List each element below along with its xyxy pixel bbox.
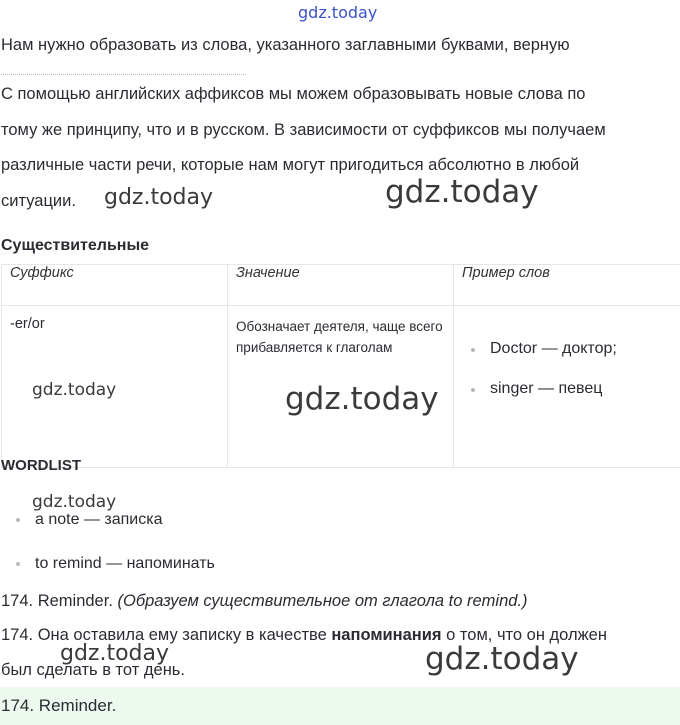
intro-line: Нам нужно образовать из слова, указанного заглавными буквами, верную bbox=[1, 36, 570, 54]
watermark: gdz.today bbox=[60, 641, 170, 666]
list-item: a note — записка bbox=[35, 510, 215, 554]
watermark: gdz.today bbox=[32, 492, 117, 512]
final-answer: 174. Reminder. bbox=[1, 696, 117, 715]
task-answer: 174. Reminder. bbox=[1, 592, 113, 610]
intro-line: ситуации. bbox=[1, 192, 76, 210]
final-answer-box bbox=[0, 687, 680, 725]
wordlist bbox=[35, 510, 215, 598]
task-answer-line bbox=[1, 591, 528, 611]
watermark: gdz.today bbox=[385, 174, 539, 210]
watermark: gdz.today bbox=[32, 380, 117, 400]
table-header-row bbox=[2, 265, 680, 306]
suffix-table bbox=[1, 264, 680, 468]
task-sentence bbox=[1, 625, 607, 645]
sentence-end: о том, что он должен bbox=[441, 626, 607, 644]
list-item: to remind — напоминать bbox=[35, 554, 215, 598]
table-cell-examples bbox=[454, 306, 680, 468]
watermark: gdz.today bbox=[425, 641, 579, 677]
table-cell-suffix: -er/or bbox=[2, 306, 228, 468]
list-item: Doctor — доктор; bbox=[490, 340, 672, 358]
task-sentence-line2: был сделать в тот день. bbox=[1, 661, 185, 679]
table-cell-meaning: Обозначает деятеля, чаще всего прибавляется к глаголам bbox=[228, 306, 454, 468]
task-hint: (Образуем существительное от глагола to remind.) bbox=[117, 592, 528, 610]
table-header-meaning: Значение bbox=[228, 265, 454, 306]
cut-off-line bbox=[1, 74, 246, 75]
sentence-bold-word: напоминания bbox=[331, 626, 442, 644]
intro-line: С помощью английских аффиксов мы можем образовывать новые слова по bbox=[1, 85, 586, 103]
sentence-start: 174. Она оставила ему записку в качестве bbox=[1, 626, 332, 644]
watermark-logo: gdz.today bbox=[298, 3, 378, 22]
list-item: singer — певец bbox=[490, 380, 672, 398]
intro-line: различные части речи, которые нам могут пригодиться абсолютно в любой bbox=[1, 156, 580, 174]
table-header-suffix: Суффикс bbox=[2, 265, 228, 306]
intro-line: тому же принципу, что и в русском. В зависимости от суффиксов мы получаем bbox=[1, 121, 606, 139]
table-header-examples: Пример слов bbox=[454, 265, 680, 306]
watermark: gdz.today bbox=[285, 381, 439, 417]
table-row bbox=[2, 306, 680, 468]
nouns-heading: Существительные bbox=[1, 237, 150, 254]
watermark: gdz.today bbox=[104, 185, 214, 210]
wordlist-heading: WORDLIST bbox=[1, 457, 81, 474]
